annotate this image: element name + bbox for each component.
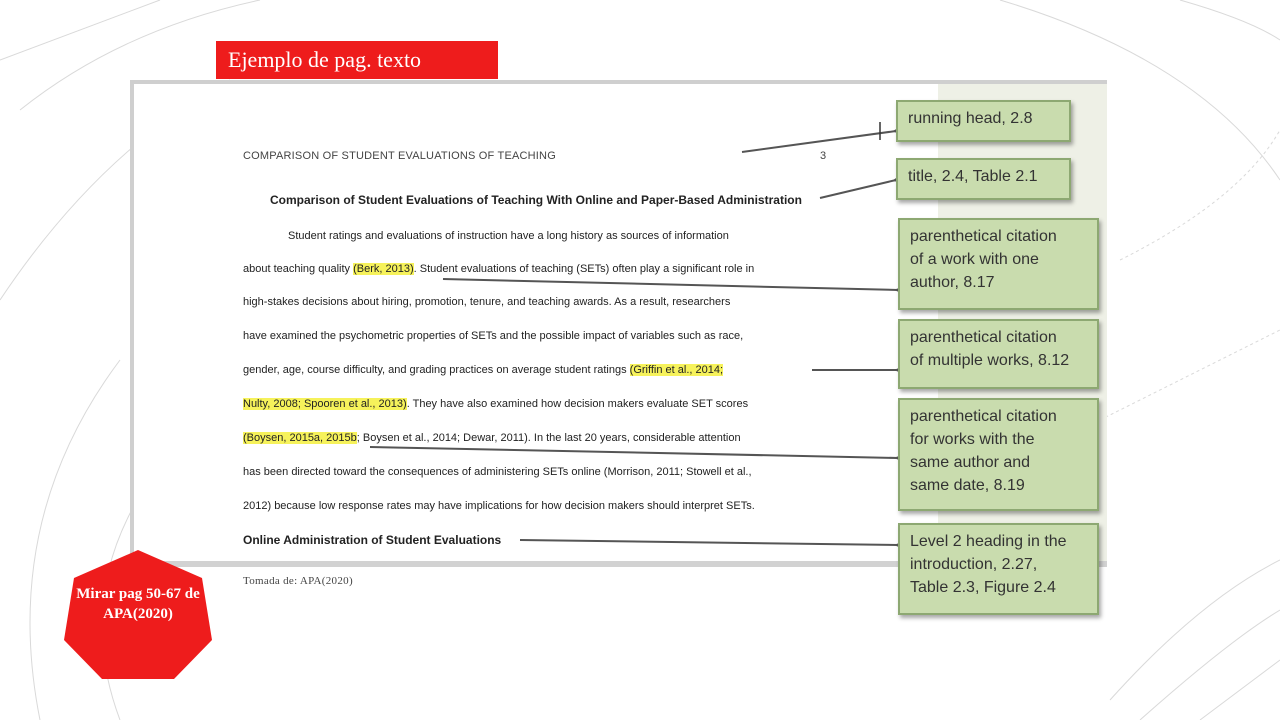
callout-running-head: running head, 2.8: [896, 100, 1071, 142]
body-line-6: [243, 398, 748, 410]
callout-level-2-heading: Level 2 heading in the introduction, 2.27, Table 2.3, Figure 2.4: [898, 523, 1099, 615]
page-number: 3: [820, 150, 827, 162]
callout-citation-same-author: parenthetical citation for works with the same author and same date, 8.19: [898, 398, 1099, 511]
body-line-7: [243, 432, 741, 444]
figure-border-left: [130, 80, 134, 567]
callout-title: title, 2.4, Table 2.1: [896, 158, 1071, 200]
source-caption: Tomada de: APA(2020): [243, 575, 353, 587]
citation-highlight: (Berk, 2013): [353, 263, 414, 275]
body-line-9: 2012) because low response rates may have implications for how decision makers should interpret SETs.: [243, 500, 755, 512]
level-2-heading: Online Administration of Student Evaluations: [243, 533, 502, 547]
citation-highlight: Nulty, 2008; Spooren et al., 2013): [243, 398, 407, 410]
figure-border-top: [130, 80, 1107, 84]
citation-highlight: (Griffin et al., 2014;: [629, 364, 724, 376]
body-line-3: high-stakes decisions about hiring, promotion, tenure, and teaching awards. As a result, researchers: [243, 296, 731, 308]
body-line-2: [243, 263, 754, 275]
body-text: . Student evaluations of teaching (SETs) often play a significant role in: [413, 263, 755, 275]
body-line-8: has been directed toward the consequences of administering SETs online (Morrison, 2011; Stowell et al.,: [243, 466, 752, 478]
body-text: ; Boysen et al., 2014; Dewar, 2011). In the last 20 years, considerable attention: [356, 432, 741, 444]
callout-citation-one-author: parenthetical citation of a work with one author, 8.17: [898, 218, 1099, 310]
body-text: about teaching quality: [243, 263, 354, 275]
badge-text: Mirar pag 50-67 de APA(2020): [76, 586, 200, 622]
body-line-5: [243, 364, 723, 376]
body-line-1: Student ratings and evaluations of instruction have a long history as sources of information: [288, 230, 729, 242]
callout-citation-multiple: parenthetical citation of multiple works, 8.12: [898, 319, 1099, 389]
body-line-4: have examined the psychometric properties of SETs and the possible impact of variables such as race,: [243, 330, 744, 342]
body-text: gender, age, course difficulty, and grading practices on average student ratings: [243, 364, 630, 376]
running-head: COMPARISON OF STUDENT EVALUATIONS OF TEACHING: [243, 150, 556, 162]
slide-title: Ejemplo de pag. texto: [216, 41, 498, 79]
paper-title: Comparison of Student Evaluations of Teaching With Online and Paper-Based Administration: [270, 193, 802, 207]
citation-highlight: (Boysen, 2015a, 2015b: [243, 432, 357, 444]
body-text: . They have also examined how decision makers evaluate SET scores: [406, 398, 749, 410]
